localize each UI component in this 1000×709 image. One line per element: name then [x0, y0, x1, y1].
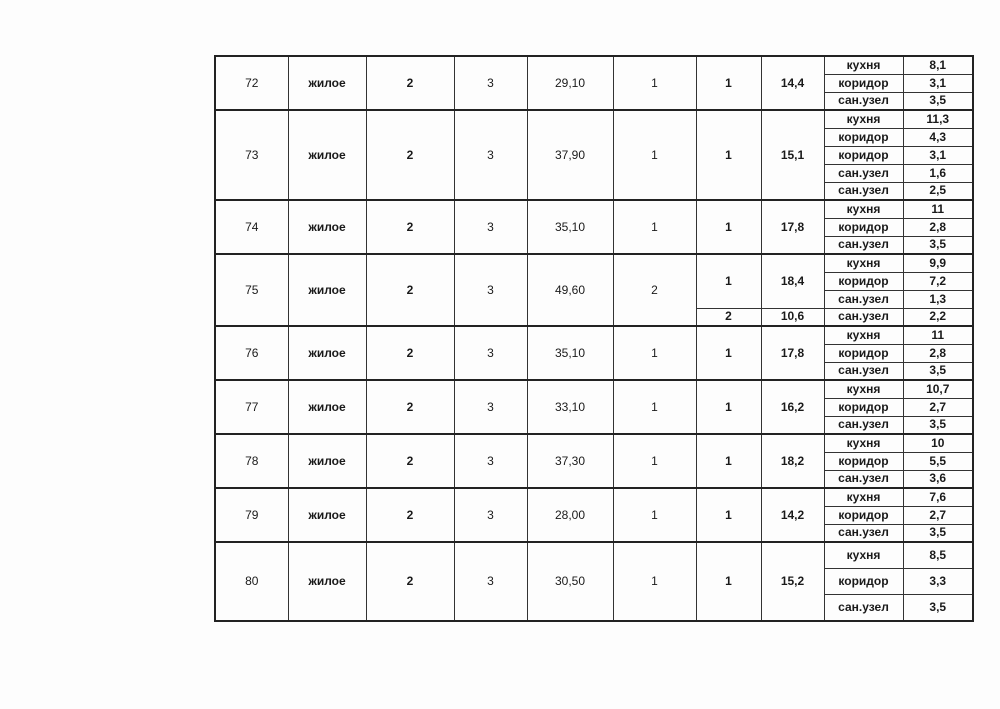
apartment-number: 72 — [215, 56, 288, 110]
table-row — [215, 542, 973, 568]
value-a: 2 — [366, 542, 454, 621]
table-row — [215, 326, 973, 344]
apartment-number: 74 — [215, 200, 288, 254]
aux-room-area: 2,8 — [903, 218, 973, 236]
aux-room-name: кухня — [824, 380, 903, 398]
total-area: 35,10 — [527, 200, 613, 254]
premises-type: жилое — [288, 254, 366, 326]
aux-room-area: 3,1 — [903, 74, 973, 92]
apartment-number: 79 — [215, 488, 288, 542]
aux-room-area: 3,5 — [903, 524, 973, 542]
value-a: 2 — [366, 326, 454, 380]
apartment-number: 73 — [215, 110, 288, 200]
aux-room-area: 8,5 — [903, 542, 973, 568]
aux-room-area: 11 — [903, 200, 973, 218]
value-b: 3 — [454, 56, 527, 110]
aux-room-name: сан.узел — [824, 594, 903, 621]
aux-room-area: 10 — [903, 434, 973, 452]
aux-room-area: 2,2 — [903, 308, 973, 326]
aux-room-area: 1,3 — [903, 290, 973, 308]
aux-room-area: 3,6 — [903, 470, 973, 488]
aux-room-area: 3,5 — [903, 362, 973, 380]
aux-room-area: 3,5 — [903, 92, 973, 110]
aux-room-name: коридор — [824, 218, 903, 236]
aux-room-area: 3,5 — [903, 236, 973, 254]
room-index: 1 — [696, 254, 761, 308]
aux-room-area: 4,3 — [903, 128, 973, 146]
room-count: 2 — [613, 254, 696, 326]
aux-room-name: коридор — [824, 398, 903, 416]
premises-type: жилое — [288, 380, 366, 434]
aux-room-name: сан.узел — [824, 308, 903, 326]
room-count: 1 — [613, 110, 696, 200]
total-area: 29,10 — [527, 56, 613, 110]
aux-room-name: кухня — [824, 110, 903, 128]
room-area: 14,2 — [761, 488, 824, 542]
value-b: 3 — [454, 326, 527, 380]
value-a: 2 — [366, 110, 454, 200]
aux-room-name: сан.узел — [824, 182, 903, 200]
aux-room-area: 2,8 — [903, 344, 973, 362]
apartment-number: 75 — [215, 254, 288, 326]
value-b: 3 — [454, 110, 527, 200]
total-area: 28,00 — [527, 488, 613, 542]
total-area: 35,10 — [527, 326, 613, 380]
room-area: 10,6 — [761, 308, 824, 326]
aux-room-area: 2,5 — [903, 182, 973, 200]
total-area: 30,50 — [527, 542, 613, 621]
premises-type: жилое — [288, 434, 366, 488]
aux-room-name: сан.узел — [824, 416, 903, 434]
aux-room-name: коридор — [824, 74, 903, 92]
value-b: 3 — [454, 542, 527, 621]
room-area: 15,1 — [761, 110, 824, 200]
aux-room-name: коридор — [824, 344, 903, 362]
room-index: 1 — [696, 56, 761, 110]
apartment-number: 76 — [215, 326, 288, 380]
aux-room-name: коридор — [824, 146, 903, 164]
aux-room-name: кухня — [824, 488, 903, 506]
value-a: 2 — [366, 488, 454, 542]
aux-room-name: коридор — [824, 452, 903, 470]
room-area: 17,8 — [761, 326, 824, 380]
aux-room-area: 3,3 — [903, 568, 973, 594]
room-index: 1 — [696, 200, 761, 254]
room-area: 18,4 — [761, 254, 824, 308]
room-count: 1 — [613, 488, 696, 542]
table-row — [215, 110, 973, 128]
room-count: 1 — [613, 542, 696, 621]
aux-room-name: сан.узел — [824, 290, 903, 308]
room-index: 1 — [696, 488, 761, 542]
total-area: 49,60 — [527, 254, 613, 326]
value-b: 3 — [454, 434, 527, 488]
room-area: 17,8 — [761, 200, 824, 254]
aux-room-name: коридор — [824, 272, 903, 290]
apartment-number: 78 — [215, 434, 288, 488]
aux-room-name: кухня — [824, 542, 903, 568]
room-index: 1 — [696, 326, 761, 380]
aux-room-name: сан.узел — [824, 92, 903, 110]
aux-room-area: 1,6 — [903, 164, 973, 182]
table-row — [215, 380, 973, 398]
aux-room-name: коридор — [824, 568, 903, 594]
aux-room-name: кухня — [824, 254, 903, 272]
aux-room-area: 3,5 — [903, 594, 973, 621]
aux-room-name: сан.узел — [824, 362, 903, 380]
aux-room-area: 3,1 — [903, 146, 973, 164]
value-a: 2 — [366, 380, 454, 434]
value-a: 2 — [366, 254, 454, 326]
aux-room-area: 11,3 — [903, 110, 973, 128]
value-b: 3 — [454, 380, 527, 434]
room-area: 18,2 — [761, 434, 824, 488]
aux-room-area: 3,5 — [903, 416, 973, 434]
room-area: 16,2 — [761, 380, 824, 434]
aux-room-area: 11 — [903, 326, 973, 344]
aux-room-name: кухня — [824, 200, 903, 218]
premises-type: жилое — [288, 56, 366, 110]
room-count: 1 — [613, 434, 696, 488]
premises-type: жилое — [288, 542, 366, 621]
aux-room-name: кухня — [824, 434, 903, 452]
room-count: 1 — [613, 200, 696, 254]
apartment-number: 80 — [215, 542, 288, 621]
total-area: 37,30 — [527, 434, 613, 488]
aux-room-name: сан.узел — [824, 524, 903, 542]
aux-room-name: сан.узел — [824, 236, 903, 254]
aux-room-area: 8,1 — [903, 56, 973, 74]
table-row — [215, 56, 973, 74]
apartment-number: 77 — [215, 380, 288, 434]
premises-type: жилое — [288, 326, 366, 380]
value-a: 2 — [366, 200, 454, 254]
aux-room-area: 7,6 — [903, 488, 973, 506]
premises-type: жилое — [288, 110, 366, 200]
room-area: 15,2 — [761, 542, 824, 621]
table-row — [215, 434, 973, 452]
room-index: 2 — [696, 308, 761, 326]
room-count: 1 — [613, 326, 696, 380]
table-row — [215, 254, 973, 272]
room-index: 1 — [696, 542, 761, 621]
room-count: 1 — [613, 56, 696, 110]
aux-room-area: 7,2 — [903, 272, 973, 290]
table-row — [215, 200, 973, 218]
aux-room-name: кухня — [824, 56, 903, 74]
aux-room-area: 10,7 — [903, 380, 973, 398]
total-area: 33,10 — [527, 380, 613, 434]
room-count: 1 — [613, 380, 696, 434]
table-row — [215, 488, 973, 506]
premises-type: жилое — [288, 200, 366, 254]
room-area: 14,4 — [761, 56, 824, 110]
total-area: 37,90 — [527, 110, 613, 200]
apartment-table — [214, 55, 974, 622]
aux-room-area: 2,7 — [903, 506, 973, 524]
aux-room-area: 2,7 — [903, 398, 973, 416]
aux-room-area: 9,9 — [903, 254, 973, 272]
value-b: 3 — [454, 254, 527, 326]
value-a: 2 — [366, 434, 454, 488]
room-index: 1 — [696, 380, 761, 434]
value-b: 3 — [454, 200, 527, 254]
room-index: 1 — [696, 110, 761, 200]
aux-room-name: коридор — [824, 128, 903, 146]
aux-room-name: сан.узел — [824, 470, 903, 488]
aux-room-name: кухня — [824, 326, 903, 344]
premises-type: жилое — [288, 488, 366, 542]
value-a: 2 — [366, 56, 454, 110]
aux-room-name: сан.узел — [824, 164, 903, 182]
value-b: 3 — [454, 488, 527, 542]
aux-room-name: коридор — [824, 506, 903, 524]
room-index: 1 — [696, 434, 761, 488]
aux-room-area: 5,5 — [903, 452, 973, 470]
